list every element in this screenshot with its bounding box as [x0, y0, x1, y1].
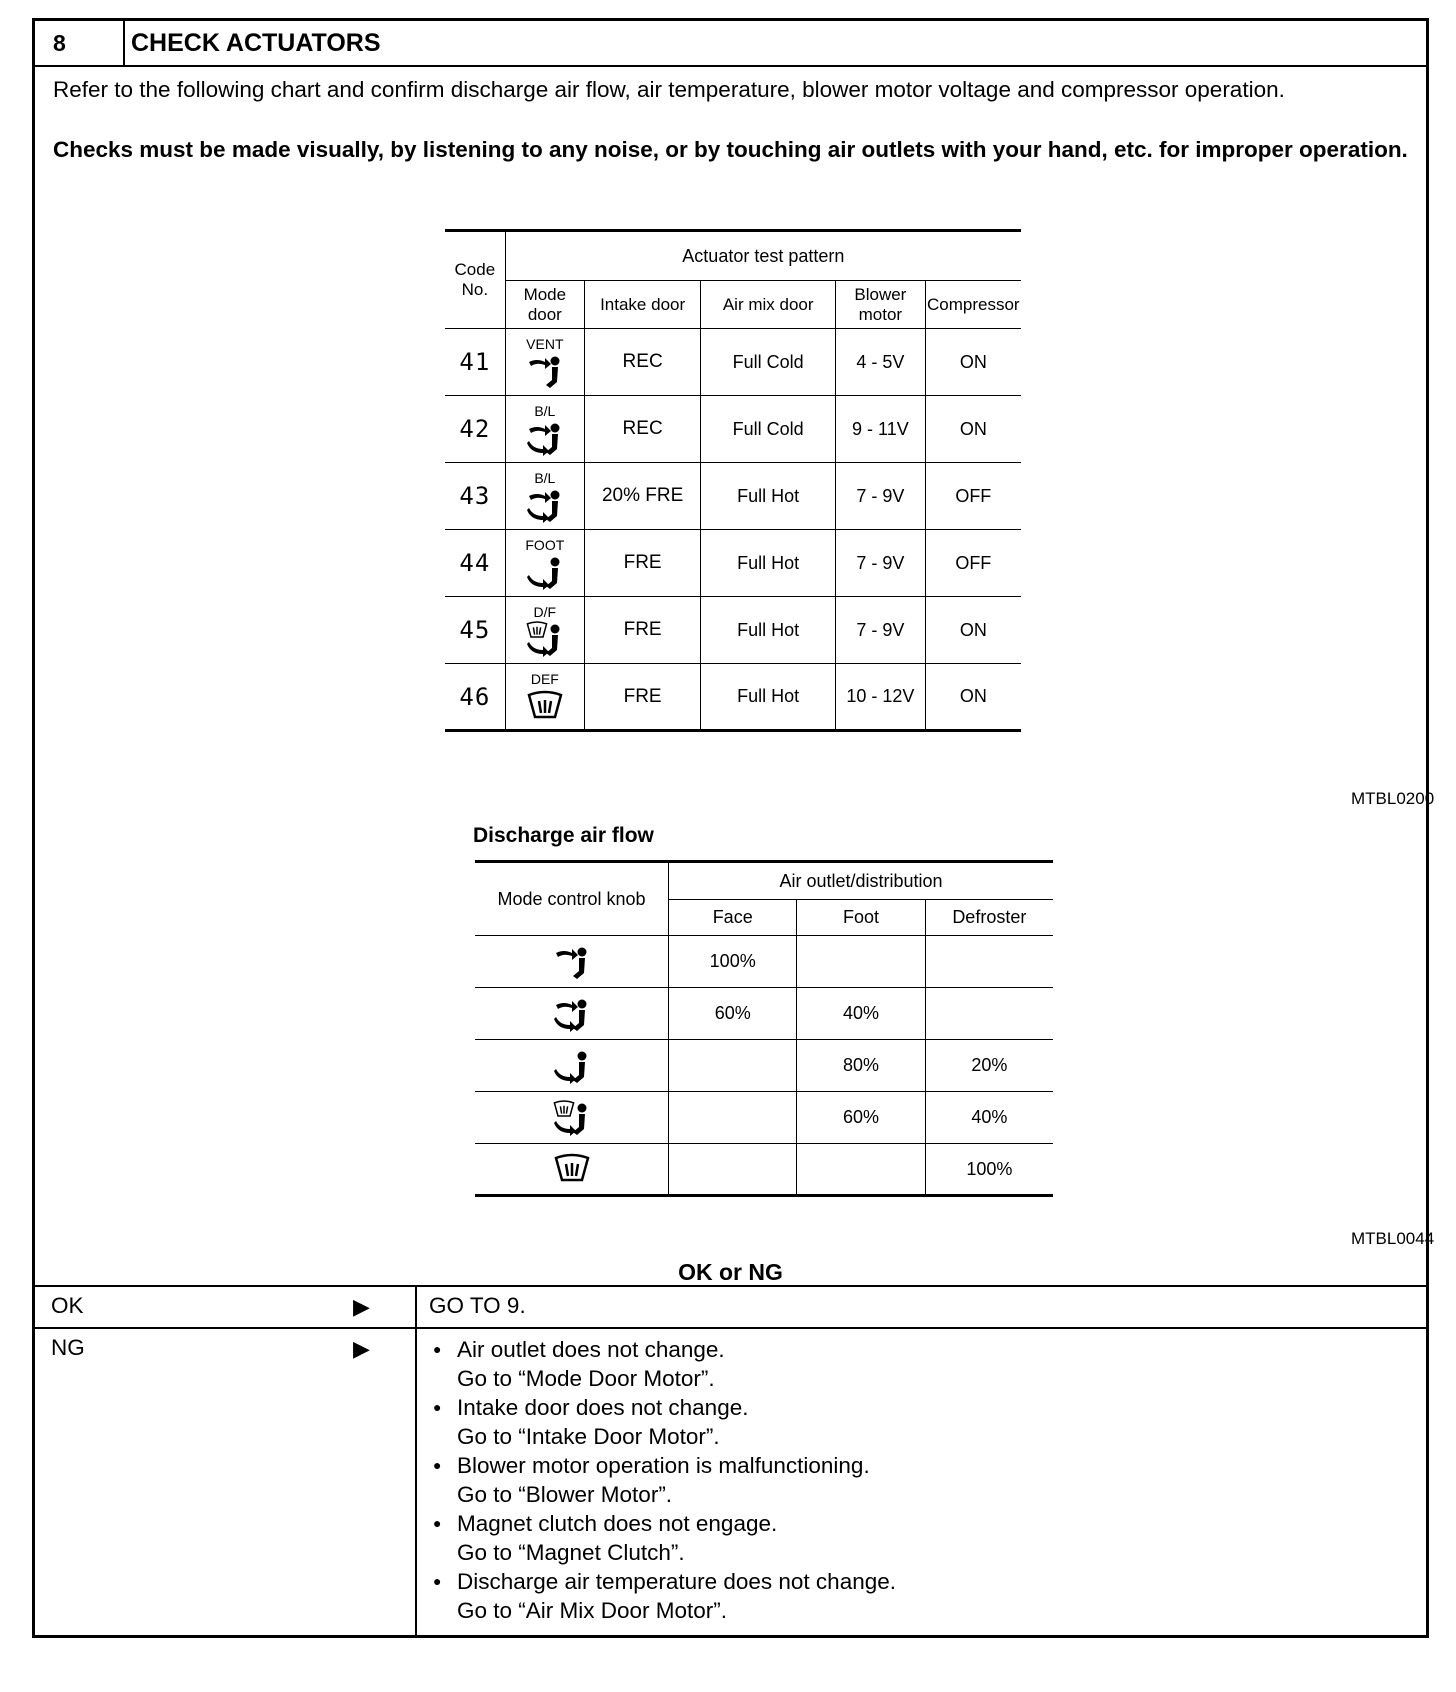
def-foot-icon — [552, 1099, 592, 1137]
compressor-cell: ON — [925, 597, 1021, 664]
actuator-row — [445, 463, 1021, 530]
face-cell: 100% — [669, 936, 797, 988]
code-cell: 43 — [445, 463, 505, 530]
foot-cell — [797, 936, 925, 988]
bi-level-icon — [525, 419, 565, 457]
discharge-air-flow-title: Discharge air flow — [473, 824, 654, 847]
mode-knob-cell — [475, 936, 669, 988]
ok-arrow-icon: ▶ — [353, 1294, 370, 1319]
actuator-test-table — [445, 229, 1021, 732]
foot-cell: 80% — [797, 1040, 925, 1092]
mode-knob-cell — [475, 1092, 669, 1144]
blower-cell: 10 - 12V — [836, 664, 926, 731]
compressor-cell: ON — [925, 664, 1021, 731]
blower-cell: 7 - 9V — [836, 597, 926, 664]
col-compressor: Compressor — [925, 281, 1021, 329]
mode-label: B/L — [534, 470, 556, 486]
code-cell: 46 — [445, 664, 505, 731]
intake-door-cell: REC — [584, 396, 700, 463]
code-cell: 44 — [445, 530, 505, 597]
discharge-air-flow-table — [475, 860, 1053, 1197]
discharge-row — [475, 988, 1053, 1040]
mode-door-cell — [505, 597, 584, 664]
ng-item: ● Intake door does not change. Go to “Intake Door Motor”. — [429, 1393, 896, 1451]
air-mix-cell: Full Cold — [701, 329, 836, 396]
result-divider — [415, 1287, 417, 1329]
mode-knob-cell — [475, 988, 669, 1040]
mode-knob-header: Mode control knob — [475, 862, 669, 936]
ng-item: ● Magnet clutch does not engage. Go to “Magnet Clutch”. — [429, 1509, 896, 1567]
defroster-cell — [925, 988, 1053, 1040]
discharge-row — [475, 1040, 1053, 1092]
air-mix-cell: Full Hot — [701, 530, 836, 597]
mode-door-cell — [505, 664, 584, 731]
defrost-icon — [552, 1150, 592, 1188]
mode-door-cell — [505, 329, 584, 396]
mode-label: B/L — [534, 403, 556, 419]
foot-cell — [797, 1144, 925, 1196]
actuator-table-caption: MTBL0200 — [1351, 789, 1435, 808]
result-row-ng — [35, 1327, 1426, 1635]
mode-knob-cell — [475, 1144, 669, 1196]
vent-icon — [552, 943, 592, 981]
intake-door-cell: REC — [584, 329, 700, 396]
blower-cell: 4 - 5V — [836, 329, 926, 396]
face-cell: 60% — [669, 988, 797, 1040]
intake-door-cell: FRE — [584, 664, 700, 731]
ng-action-list — [429, 1335, 896, 1625]
step-intro: Refer to the following chart and confirm discharge air flow, air temperature, blower motor voltage and compressor operation. — [53, 77, 1285, 102]
compressor-cell: OFF — [925, 463, 1021, 530]
actuator-row — [445, 597, 1021, 664]
code-cell: 42 — [445, 396, 505, 463]
ng-arrow-icon: ▶ — [353, 1336, 370, 1361]
vent-icon — [525, 352, 565, 390]
compressor-cell: ON — [925, 396, 1021, 463]
step-header — [35, 21, 1426, 67]
mode-label: VENT — [526, 336, 564, 352]
air-mix-cell: Full Cold — [701, 396, 836, 463]
actuator-row — [445, 530, 1021, 597]
bi-level-icon — [552, 995, 592, 1033]
blower-cell: 7 - 9V — [836, 530, 926, 597]
code-header: Code No. — [445, 231, 505, 329]
result-row-ok — [35, 1285, 1426, 1329]
step-frame — [32, 18, 1435, 1638]
bi-level-icon — [525, 486, 565, 524]
face-cell — [669, 1144, 797, 1196]
col-face: Face — [669, 900, 797, 936]
mode-knob-cell — [475, 1040, 669, 1092]
discharge-row — [475, 1092, 1053, 1144]
foot-icon — [552, 1047, 592, 1085]
face-cell — [669, 1040, 797, 1092]
step-number: 8 — [35, 21, 125, 65]
ng-item: ● Air outlet does not change. Go to “Mode Door Motor”. — [429, 1335, 896, 1393]
col-foot: Foot — [797, 900, 925, 936]
ok-action: GO TO 9. — [429, 1293, 526, 1318]
col-defroster: Defroster — [925, 900, 1053, 936]
result-divider — [415, 1329, 417, 1635]
compressor-cell: OFF — [925, 530, 1021, 597]
col-intake-door: Intake door — [584, 281, 700, 329]
ng-item: ● Discharge air temperature does not change. Go to “Air Mix Door Motor”. — [429, 1567, 896, 1625]
col-mode-door: Mode door — [505, 281, 584, 329]
blower-cell: 7 - 9V — [836, 463, 926, 530]
actuator-row — [445, 329, 1021, 396]
code-cell: 45 — [445, 597, 505, 664]
foot-cell: 60% — [797, 1092, 925, 1144]
air-mix-cell: Full Hot — [701, 463, 836, 530]
col-blower-motor: Blower motor — [836, 281, 926, 329]
actuator-row — [445, 396, 1021, 463]
discharge-table-caption: MTBL0044 — [1351, 1229, 1435, 1248]
discharge-row — [475, 1144, 1053, 1196]
step-title: CHECK ACTUATORS — [131, 29, 381, 57]
air-mix-cell: Full Hot — [701, 664, 836, 731]
intake-door-cell: 20% FRE — [584, 463, 700, 530]
air-outlet-group-header: Air outlet/distribution — [669, 862, 1053, 900]
defroster-cell — [925, 936, 1053, 988]
defroster-cell: 20% — [925, 1040, 1053, 1092]
mode-label: DEF — [530, 670, 559, 687]
ok-label: OK — [51, 1293, 84, 1318]
air-mix-cell: Full Hot — [701, 597, 836, 664]
mode-label: D/F — [533, 604, 557, 620]
defroster-cell: 100% — [925, 1144, 1053, 1196]
defroster-cell: 40% — [925, 1092, 1053, 1144]
mode-label: FOOT — [525, 537, 565, 553]
intake-door-cell: FRE — [584, 530, 700, 597]
discharge-row — [475, 936, 1053, 988]
defrost-icon — [525, 687, 565, 725]
mode-door-cell — [505, 463, 584, 530]
actuator-group-header: Actuator test pattern — [505, 231, 1021, 281]
ok-ng-heading: OK or NG — [678, 1259, 783, 1285]
step-intro-bold: Checks must be made visually, by listening to any noise, or by touching air outlets with your hand, etc. for improper operation. — [53, 137, 1408, 162]
col-air-mix-door: Air mix door — [701, 281, 836, 329]
face-cell — [669, 1092, 797, 1144]
foot-icon — [525, 553, 565, 591]
def-foot-icon — [525, 620, 565, 658]
blower-cell: 9 - 11V — [836, 396, 926, 463]
intake-door-cell: FRE — [584, 597, 700, 664]
mode-door-cell — [505, 396, 584, 463]
actuator-row — [445, 664, 1021, 731]
code-cell: 41 — [445, 329, 505, 396]
compressor-cell: ON — [925, 329, 1021, 396]
ng-item: ● Blower motor operation is malfunctioning. Go to “Blower Motor”. — [429, 1451, 896, 1509]
mode-door-cell — [505, 530, 584, 597]
foot-cell: 40% — [797, 988, 925, 1040]
ng-label: NG — [51, 1335, 85, 1360]
